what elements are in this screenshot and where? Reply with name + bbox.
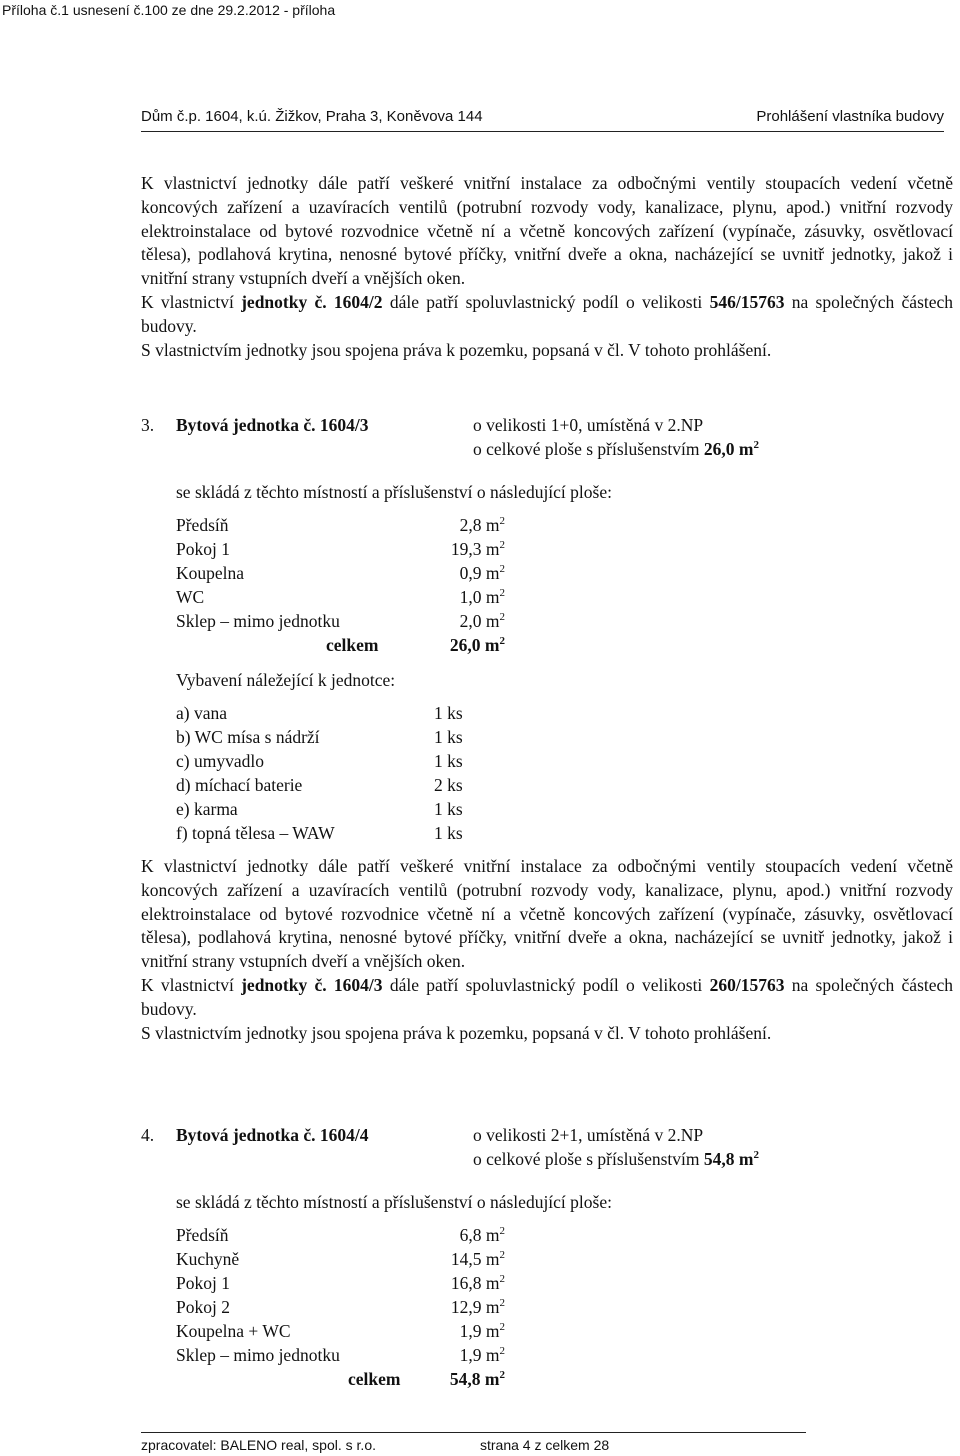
- room-area: 19,3 $m^2$: [450, 539, 505, 559]
- room-name: Předsíň: [176, 515, 229, 535]
- unit2-installations-text: K vlastnictví jednotky dále patří veškeré vnitřní instalace za odbočnými ventily stoupacích vedení včetně koncových zařízení a uzavíracích ventilů (potrubní rozvody vody, kanalizace, plynu, apod.) vnitřní rozvody elektroinstalace od bytové rozvodnice včetně ní a včetně koncových zařízení (vypínače, zásuvky, osvětlovací tělesa), podlahová krytina, nenosné bytové příčky, vnitřní dveře a okna, nacházející se uvnitř jednotky, jakož i vnitřní strany vstupních dveří a vnějších oken.: [141, 173, 953, 289]
- equipment-name: f) topná tělesa – WAW: [176, 823, 335, 843]
- equipment-name: a) vana: [176, 703, 228, 723]
- unit3-size: o velikosti 1+0, umístěná v 2.NP: [473, 415, 704, 435]
- unit3-equipment-intro: Vybavení náležející k jednotce:: [176, 670, 396, 690]
- unit4-size: o velikosti 2+1, umístěná v 2.NP: [473, 1125, 704, 1145]
- unit2-share-text: K vlastnictví jednotky č. 1604/2 dále patří spoluvlastnický podíl o velikosti 546/15763 na společných částech budovy.: [141, 291, 954, 336]
- footer-page-number: strana 4 z celkem 28: [480, 1437, 610, 1453]
- room-area: 6,8 $m^2$: [459, 1225, 505, 1245]
- room-name: Kuchyně: [176, 1249, 240, 1269]
- room-area: 16,8 $m^2$: [450, 1273, 505, 1293]
- unit4-number: 4.: [141, 1125, 155, 1145]
- equipment-qty: 1 ks: [434, 799, 463, 819]
- header-building: Dům č.p. 1604, k.ú. Žižkov, Praha 3, Koněvova 144: [141, 108, 483, 125]
- unit3-number: 3.: [141, 415, 155, 435]
- header-divider: [141, 131, 944, 132]
- unit3-installations-text: K vlastnictví jednotky dále patří veškeré vnitřní instalace za odbočnými ventily stoupacích vedení včetně koncových zařízení a uzavíracích ventilů (potrubní rozvody vody, kanalizace, plynu, apod.) vnitřní rozvody elektroinstalace od bytové rozvodnice včetně ní a včetně koncových zařízení (vypínače, zásuvky, osvětlovací tělesa), podlahová krytina, nenosné bytové příčky, vnitřní dveře a okna, nacházející se uvnitř jednotky, jakož i vnitřní strany vstupních dveří a vnějších oken.: [141, 856, 953, 972]
- room-name: Sklep – mimo jednotku: [176, 1345, 340, 1365]
- unit3-share-text: K vlastnictví jednotky č. 1604/3 dále patří spoluvlastnický podíl o velikosti 260/15763 na společných částech budovy.: [141, 974, 954, 1019]
- equipment-name: b) WC mísa s nádrží: [176, 727, 320, 747]
- room-area: 0,9 $m^2$: [459, 563, 505, 583]
- room-name: Koupelna + WC: [176, 1321, 291, 1341]
- room-area: 1,0 $m^2$: [459, 587, 505, 607]
- unit4-area: o celkové ploše s příslušenstvím 54,8 $m^2$: [473, 1149, 759, 1169]
- room-area: 12,9 $m^2$: [450, 1297, 505, 1317]
- room-area: 14,5 $m^2$: [450, 1249, 505, 1269]
- room-name: Sklep – mimo jednotku: [176, 611, 340, 631]
- room-name: Pokoj 1: [176, 539, 230, 559]
- unit3-title: Bytová jednotka č. 1604/3: [176, 415, 369, 435]
- rooms-total-label: celkem: [326, 635, 379, 655]
- footer-divider: [141, 1432, 806, 1433]
- room-name: Pokoj 1: [176, 1273, 230, 1293]
- equipment-name: e) karma: [176, 799, 238, 819]
- room-name: Předsíň: [176, 1225, 229, 1245]
- unit4-rooms-intro: se skládá z těchto místností a příslušenství o následující ploše:: [176, 1192, 612, 1212]
- header-title: Prohlášení vlastníka budovy: [756, 108, 944, 125]
- room-area: 2,0 $m^2$: [459, 611, 505, 631]
- unit3-area: o celkové ploše s příslušenstvím 26,0 $m^2$: [473, 439, 759, 459]
- equipment-qty: 1 ks: [434, 727, 463, 747]
- unit4-title: Bytová jednotka č. 1604/4: [176, 1125, 369, 1145]
- room-area: 1,9 $m^2$: [459, 1321, 505, 1341]
- unit3-section-text: [141, 855, 953, 1045]
- rooms-total-value: 26,0 $m^2$: [449, 635, 505, 655]
- equipment-qty: 1 ks: [434, 751, 463, 771]
- equipment-qty: 1 ks: [434, 823, 463, 843]
- unit2-land-text: S vlastnictvím jednotky jsou spojena práva k pozemku, popsaná v čl. V tohoto prohlášení.: [141, 339, 772, 360]
- unit3-rooms-intro: se skládá z těchto místností a příslušenství o následující ploše:: [176, 482, 612, 502]
- room-name: WC: [176, 587, 205, 607]
- room-name: Pokoj 2: [176, 1297, 230, 1317]
- rooms-total-value: 54,8 $m^2$: [449, 1369, 505, 1389]
- footer-author: zpracovatel: BALENO real, spol. s r.o.: [141, 1437, 376, 1453]
- unit2-section: [141, 172, 953, 362]
- equipment-name: d) míchací baterie: [176, 775, 303, 795]
- room-name: Koupelna: [176, 563, 245, 583]
- equipment-qty: 2 ks: [434, 775, 463, 795]
- rooms-total-label: celkem: [348, 1369, 401, 1389]
- unit3-land-text: S vlastnictvím jednotky jsou spojena práva k pozemku, popsaná v čl. V tohoto prohlášení.: [141, 1022, 772, 1043]
- attachment-label: Příloha č.1 usnesení č.100 ze dne 29.2.2012 - příloha: [2, 2, 336, 18]
- equipment-name: c) umyvadlo: [176, 751, 264, 771]
- equipment-qty: 1 ks: [434, 703, 463, 723]
- room-area: 2,8 $m^2$: [459, 515, 505, 535]
- room-area: 1,9 $m^2$: [459, 1345, 505, 1365]
